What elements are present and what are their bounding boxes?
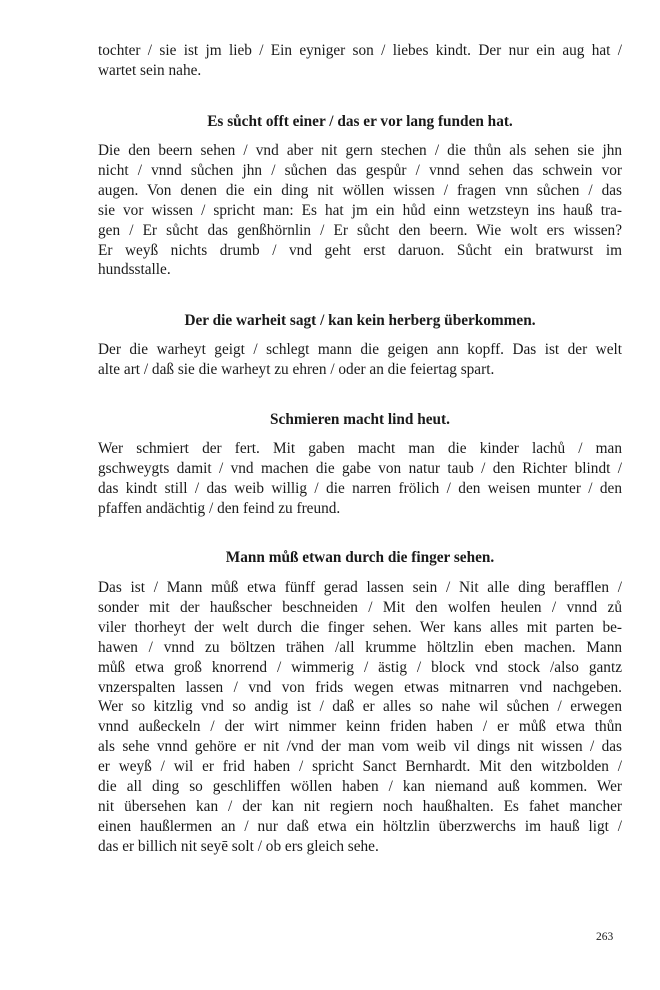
text-line: als sehe vnnd gehöre er nit /vnd der man vom weib vil dings nit wissen / das (98, 738, 622, 756)
page-number: 263 (596, 931, 614, 943)
text-line: pfaffen andächtig / den feind zu freund. (98, 499, 341, 517)
text-line: die all ding so geschliffen wöllen haben / kan niemand auß kommen. Wer (98, 778, 622, 796)
text-line: das kindt still / das weib willig / die narren frölich / den weisen munter / den (98, 479, 622, 497)
text-line: nicht / vnnd sůchen jhn / sůchen das gespůr / vnnd sehen das schwein vor (98, 161, 622, 179)
text-line: Er weyß nichts drumb / vnd geht erst daruon. Sůcht ein bratwurst im (98, 241, 622, 259)
text-line: hawen / vnnd zu böltzen trähen /all krumme höltzlin eben machen. Mann (98, 638, 622, 656)
text-line: Die den beern sehen / vnd aber nit gern stechen / die thůn als sehen sie jhn (98, 142, 622, 159)
paragraph (98, 439, 622, 519)
text-line: Wer schmiert der fert. Mit gaben macht man die kinder lachů / man (98, 440, 622, 457)
text-line: Der die warheyt geigt / schlegt mann die geigen ann kopff. Das ist der welt (98, 341, 622, 358)
section-heading: Es sůcht offt einer / das er vor lang funden hat. (207, 113, 513, 130)
text-line: sonder mit der haußscher beschneiden / Mit den wolfen heulen / vnnd zů (98, 598, 622, 616)
text-line: wartet sein nahe. (98, 61, 202, 79)
paragraph (98, 578, 622, 857)
paragraph (98, 141, 622, 280)
text-line: můß etwa groß knorrend / wimmerig / ästig / block vnd stock /also gantz (98, 658, 622, 676)
text-line: Wer so kitzlig vnd so andig ist / daß er alles so nahe wil sůchen / erwegen (98, 698, 622, 716)
text-line: alte art / daß sie die warheyt zu ehren / oder an die feiertag spart. (98, 360, 495, 378)
text-line: einen haußlermen an / nur daß etwa ein höltzlin überzwerchs im hauß ligt / (98, 817, 622, 835)
text-line: er weyß / wil er frid haben / spricht Sanct Bernhardt. Mit den witzbolden / (98, 758, 622, 776)
text-line: das er billich nit seyē solt / ob ers gleich sehe. (98, 837, 379, 855)
text-line: tochter / sie ist jm lieb / Ein eyniger son / liebes kindt. Der nur ein aug hat / (98, 42, 622, 59)
text-line: Das ist / Mann můß etwa fünff gerad lassen sein / Nit alle ding berafflen / (98, 579, 622, 596)
text-line: viler thorheyt der welt durch die finger sehen. Wer kans alles mit parten be- (98, 618, 622, 636)
section-heading: Schmieren macht lind heut. (270, 411, 450, 428)
text-line: gen / Er sůcht das genßhörnlin / Er sůcht den beern. Wie wolt ers wissen? (98, 221, 622, 239)
text-line: gschweygts damit / vnd machen die gabe von natur taub / den Richter blindt / (98, 459, 622, 477)
text-line: hundsstalle. (98, 261, 171, 279)
text-line: vnzerspalten lassen / vnd von frids wegen etwas mitnarren vnd nachgeben. (98, 678, 622, 696)
section-heading: Mann můß etwan durch die finger sehen. (225, 549, 495, 566)
paragraph (98, 340, 622, 380)
text-line: vnnd außeckeln / der wirt nimmer keinn friden haben / er můß etwa thůn (98, 718, 622, 736)
text-line: augen. Von denen die ein ding nit wöllen wissen / fragen vnn sůchen / das (98, 181, 622, 199)
section-heading: Der die warheit sagt / kan kein herberg überkommen. (184, 312, 536, 329)
text-line: nit übersehen kan / der kan nit regiern noch haußhalten. Es fahet mancher (98, 797, 622, 815)
text-line: sie vor wissen / spricht man: Es hat jm ein hůd einn wetzsteyn ins hauß tra- (98, 201, 622, 219)
paragraph-continuation (98, 41, 622, 81)
